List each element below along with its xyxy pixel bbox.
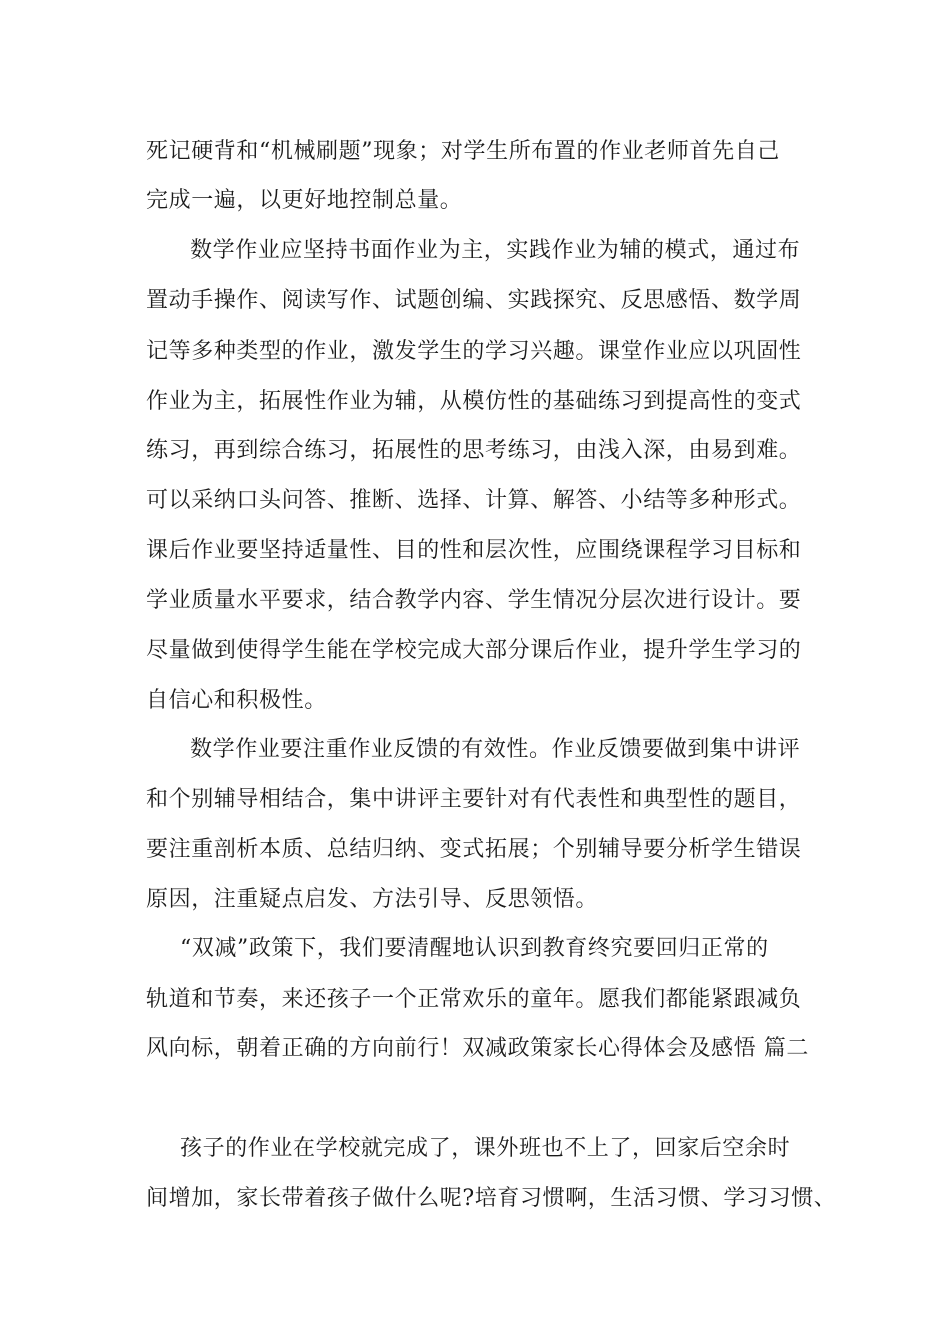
text-line: 和个别辅导相结合，集中讲评主要针对有代表性和典型性的题目， bbox=[146, 787, 802, 812]
paragraph-first-line: 数学作业要注重作业反馈的有效性。作业反馈要做到集中讲评 bbox=[190, 737, 801, 762]
text-line: 置动手操作、阅读写作、试题创编、实践探究、反思感悟、数学周 bbox=[146, 288, 802, 313]
paragraph-first-line: “双减”政策下，我们要清醒地认识到教育终究要回归正常的 bbox=[180, 936, 769, 961]
text-line: 尽量做到使得学生能在学校完成大部分课后作业，提升学生学习的 bbox=[146, 638, 802, 663]
text-line: 课后作业要坚持适量性、目的性和层次性，应围绕课程学习目标和 bbox=[146, 538, 802, 563]
paragraph-first-line: 数学作业应坚持书面作业为主，实践作业为辅的模式，通过布 bbox=[190, 238, 801, 263]
text-line: 间增加，家长带着孩子做什么呢?培育习惯啊，生活习惯、学习习惯、 bbox=[146, 1186, 837, 1211]
text-line: 练习，再到综合练习，拓展性的思考练习，由浅入深，由易到难。 bbox=[146, 438, 802, 463]
text-line: 作业为主，拓展性作业为辅，从模仿性的基础练习到提高性的变式 bbox=[146, 389, 802, 414]
text-line: 轨道和节奏，来还孩子一个正常欢乐的童年。愿我们都能紧跟减负 bbox=[146, 987, 802, 1012]
text-line: 可以采纳口头问答、推断、选择、计算、解答、小结等多种形式。 bbox=[146, 488, 802, 513]
paragraph-first-line: 孩子的作业在学校就完成了，课外班也不上了，回家后空余时 bbox=[180, 1136, 791, 1161]
text-line: 死记硬背和“机械刷题”现象；对学生所布置的作业老师首先自己 bbox=[146, 139, 780, 164]
text-line: 自信心和积极性。 bbox=[146, 688, 327, 713]
text-line: 要注重剖析本质、总结归纳、变式拓展；个别辅导要分析学生错误 bbox=[146, 837, 802, 862]
text-line: 风向标，朝着正确的方向前行！双减政策家长心得体会及感悟 篇二 bbox=[146, 1036, 809, 1061]
text-line: 记等多种类型的作业，激发学生的学习兴趣。课堂作业应以巩固性 bbox=[146, 339, 802, 364]
text-line: 原因，注重疑点启发、方法引导、反思领悟。 bbox=[146, 887, 599, 912]
text-line: 完成一遍，以更好地控制总量。 bbox=[146, 188, 463, 213]
text-line: 学业质量水平要求，结合教学内容、学生情况分层次进行设计。要 bbox=[146, 588, 802, 613]
